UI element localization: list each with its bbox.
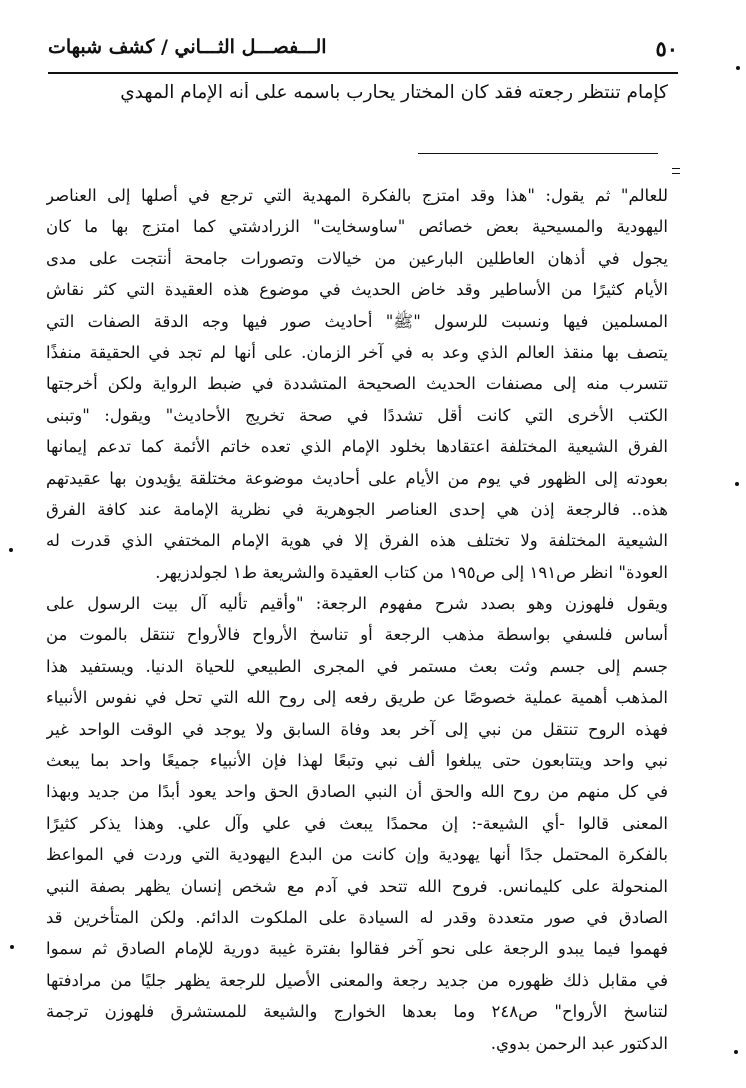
footnote-line: الأيام كثيرًا من الأساطير وقد خاض الحديث في موضوع هذه العقيدة التي كثر نقاش	[46, 280, 668, 300]
footnote-line: المسلمين فيها ونسبت للرسول "ﷺ" أحاديث صور فيها وجه الدقة الصفات التي	[46, 311, 668, 331]
footnote-line: فهذه الروح تنتقل من نبي إلى آخر بعد وفاة السابق ولا يوجد في الوقت الواحد غير	[46, 719, 668, 739]
footnote-line: المذهب أهمية عملية خصوصًا عن طريق رفعه إلى روح الله التي تحل في نفوس الأنبياء	[46, 688, 668, 708]
running-title: الـــفصـــل الثـــاني / كشف شبهات	[48, 36, 327, 58]
footnote-line: الشيعية المختلفة ولا تختلف هذه الفرق إلا في هوية الإمام المختفي الذي قدرت له	[46, 531, 668, 551]
scan-speck	[734, 1050, 738, 1054]
footnote-line: المنحولة على كليمانس. فروح الله تتحد في آدم مع شخص إنسان يظهر بصفة النبي	[46, 876, 668, 896]
scan-speck	[10, 945, 14, 949]
footnote-line: الصادق في صور متعددة وقدر له السيادة على الملكوت الدائم. ولكن المتأخرين قد	[46, 907, 668, 927]
footnote-line: الفرق الشيعية المختلفة اعتقادها بخلود الإمام الذي تعده خاتم الأئمة كما تدعم إيمانها	[46, 437, 668, 457]
footnote-line: يتصف بها منقذ العالم الذي وعد به في آخر الزمان. على أنها لم تجد في الحقيقة منفذًا	[46, 342, 668, 362]
header-rule	[48, 72, 678, 74]
footnote-line: جسم إلى جسم وثت بعث مستمر في المجرى الطبيعي للحياة الدنيا. ويستفيد هذا	[46, 656, 668, 676]
footnote-line: في مقابل ذلك ظهوره من جديد رجعة والمعنى الأصيل للرجعة يظهر جليًا من مرادفتها	[46, 970, 668, 990]
footnote-line: بعودته إلى الظهور في يوم من الأيام على أحاديث موضوعة مختلقة يؤيدون بها عقيدتهم	[46, 468, 668, 488]
footnote-line: نبي واحد ويتتابعون حتى يبلغوا ألف نبي وتبعًا لهذا فإن الأنبياء جميعًا واحد بما يبعث	[46, 751, 668, 771]
footnote-line: هذه.. فالرجعة إذن هي إحدى العناصر الجوهرية في نظرية الإمامة عند كافة الفرق	[46, 499, 668, 519]
scan-speck	[735, 482, 739, 486]
footnote-line: اليهودية والمسيحية بعض خصائص "ساوسخايت" الزرادشتي كما امتزج بها ما كان	[46, 217, 668, 237]
page-header	[48, 34, 678, 74]
footnote-line: فهموا فيما يبدو الرجعة على نحو آخر فقالوا بفترة غيبة دورية للإمام الصادق ثم سموا	[46, 939, 668, 959]
footnote-line: ويقول فلهوزن وهو بصدد شرح مفهوم الرجعة: "وأقيم تأليه آل بيت الرسول على	[46, 594, 668, 614]
footnote-marker	[672, 173, 680, 174]
footnote-divider	[418, 153, 658, 154]
footnote-line: تتسرب منه إلى مصنفات الحديث الصحيحة المتشددة في ضبط الرواية ولكن أخرجتها	[46, 374, 668, 394]
footnote-line: بالفكرة المحتمل جدًا أنها يهودية وإن كانت من البدع اليهودية التي وردت في المواعظ	[46, 845, 668, 865]
footnote-line: أساس فلسفي بواسطة مذهب الرجعة أو تناسخ الأرواح فالأرواح تنتقل بالموت من	[46, 625, 668, 645]
footnote-body	[46, 180, 668, 1059]
footnote-line: الكتب الأخرى التي كانت أقل تشددًا في صحة تخريج الأحاديث" ويقول: "وتبنى	[46, 405, 668, 425]
footnote-line: لتناسخ الأرواح" ص٢٤٨ وما بعدها الخوارج والشيعة للمستشرق فلهوزن ترجمة	[46, 1002, 668, 1022]
footnote-line: العودة" انظر ص١٩١ إلى ص١٩٥ من كتاب العقيدة والشريعة ط١ لجولدزيهر.	[155, 562, 668, 582]
footnote-marker	[672, 168, 680, 169]
page-number: ٥٠	[655, 36, 678, 61]
footnote-line: في كل منهم من روح الله والحق أن النبي الصادق الحق واحد يعود أبدًا من جديد وبهذا	[46, 782, 668, 802]
scan-speck	[9, 548, 13, 552]
footnote-line: المعنى قالوا -أي الشيعة-: إن محمدًا يبعث في علي وآل علي. وهذا يذكر كثيرًا	[46, 813, 668, 833]
scan-speck	[736, 66, 740, 70]
footnote-line: الدكتور عبد الرحمن بدوي.	[490, 1033, 668, 1053]
main-text-line: كإمام تنتظر رجعته فقد كان المختار يحارب باسمه على أنه الإمام المهدي	[120, 82, 668, 103]
footnote-line: يجول في أذهان العاطلين البارعين من خيالات وتصورات جامحة أنتجت على مدى	[46, 248, 668, 268]
footnote-line: للعالم" ثم يقول: "هذا وقد امتزج بالفكرة المهدية التي ترجع في أصلها إلى العناصر	[46, 186, 668, 205]
